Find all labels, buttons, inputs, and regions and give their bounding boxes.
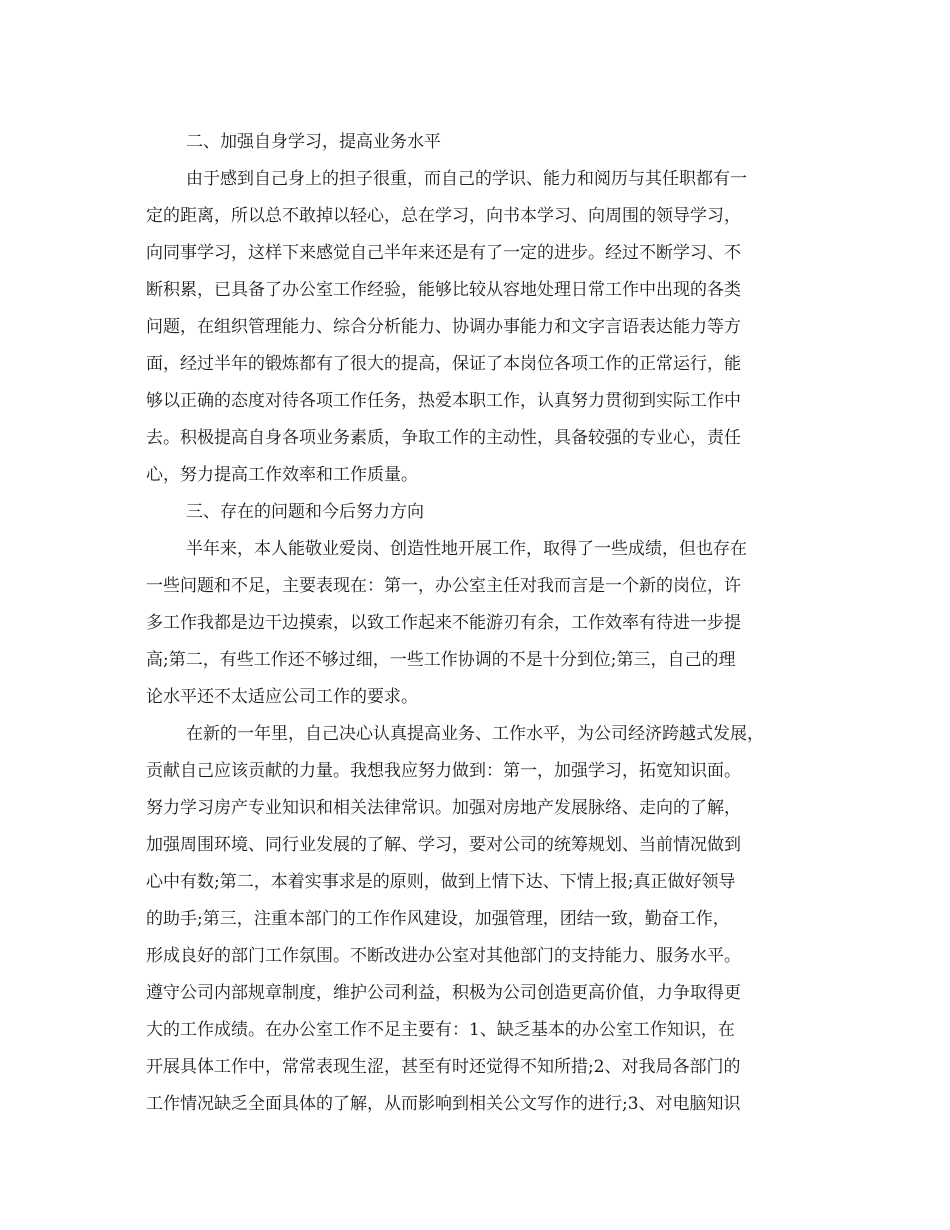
paragraph-line: 由于感到自己身上的担子很重，而自己的学识、能力和阅历与其任职都有一: [186, 169, 747, 189]
paragraph-line: 贡献自己应该贡献的力量。我想我应努力做到：第一，加强学习，拓宽知识面。: [146, 761, 741, 781]
paragraph-line: 去。积极提高自身各项业务素质，争取工作的主动性，具备较强的专业心，责任: [146, 428, 741, 448]
paragraph-line: 遵守公司内部规章制度，维护公司利益，积极为公司创造更高价值，力争取得更: [146, 983, 741, 1003]
paragraph-line: 向同事学习，这样下来感觉自己半年来还是有了一定的进步。经过不断学习、不: [146, 243, 741, 263]
paragraph-line: 在新的一年里，自己决心认真提高业务、工作水平，为公司经济跨越式发展，: [186, 724, 764, 744]
paragraph-line: 高;第二，有些工作还不够过细，一些工作协调的不是十分到位;第三，自己的理: [146, 650, 736, 670]
paragraph-line: 加强周围环境、同行业发展的了解、学习，要对公司的统筹规划、当前情况做到: [146, 835, 741, 855]
paragraph-line: 心中有数;第二，本着实事求是的原则，做到上情下达、下情上报;真正做好领导: [146, 872, 736, 892]
paragraph-line: 大的工作成绩。在办公室工作不足主要有：1、缺乏基本的办公室工作知识，在: [146, 1020, 735, 1040]
section-heading-three: 三、存在的问题和今后努力方向: [186, 502, 424, 522]
section-heading-two: 二、加强自身学习，提高业务水平: [186, 132, 441, 152]
paragraph-line: 问题，在组织管理能力、综合分析能力、协调办事能力和文字言语表达能力等方: [146, 317, 741, 337]
paragraph-line: 心，努力提高工作效率和工作质量。: [146, 465, 418, 485]
paragraph-line: 断积累，已具备了办公室工作经验，能够比较从容地处理日常工作中出现的各类: [146, 280, 741, 300]
paragraph-line: 定的距离，所以总不敢掉以轻心，总在学习，向书本学习、向周围的领导学习，: [146, 206, 741, 226]
paragraph-line: 多工作我都是边干边摸索，以致工作起来不能游刃有余，工作效率有待进一步提: [146, 613, 741, 633]
paragraph-line: 论水平还不太适应公司工作的要求。: [146, 687, 418, 707]
paragraph-line: 工作情况缺乏全面具体的了解，从而影响到相关公文写作的进行;3、对电脑知识: [146, 1094, 741, 1114]
paragraph-line: 够以正确的态度对待各项工作任务，热爱本职工作，认真努力贯彻到实际工作中: [146, 391, 741, 411]
paragraph-line: 形成良好的部门工作氛围。不断改进办公室对其他部门的支持能力、服务水平。: [146, 946, 741, 966]
paragraph-line: 一些问题和不足，主要表现在：第一，办公室主任对我而言是一个新的岗位，许: [146, 576, 741, 596]
paragraph-line: 努力学习房产专业知识和相关法律常识。加强对房地产发展脉络、走向的了解，: [146, 798, 741, 818]
paragraph-line: 开展具体工作中，常常表现生涩，甚至有时还觉得不知所措;2、对我局各部门的: [146, 1057, 741, 1077]
paragraph-line: 的助手;第三，注重本部门的工作作风建设，加强管理，团结一致，勤奋工作，: [146, 909, 730, 929]
paragraph-line: 半年来，本人能敬业爱岗、创造性地开展工作，取得了一些成绩，但也存在: [186, 539, 747, 559]
paragraph-line: 面，经过半年的锻炼都有了很大的提高，保证了本岗位各项工作的正常运行，能: [146, 354, 741, 374]
